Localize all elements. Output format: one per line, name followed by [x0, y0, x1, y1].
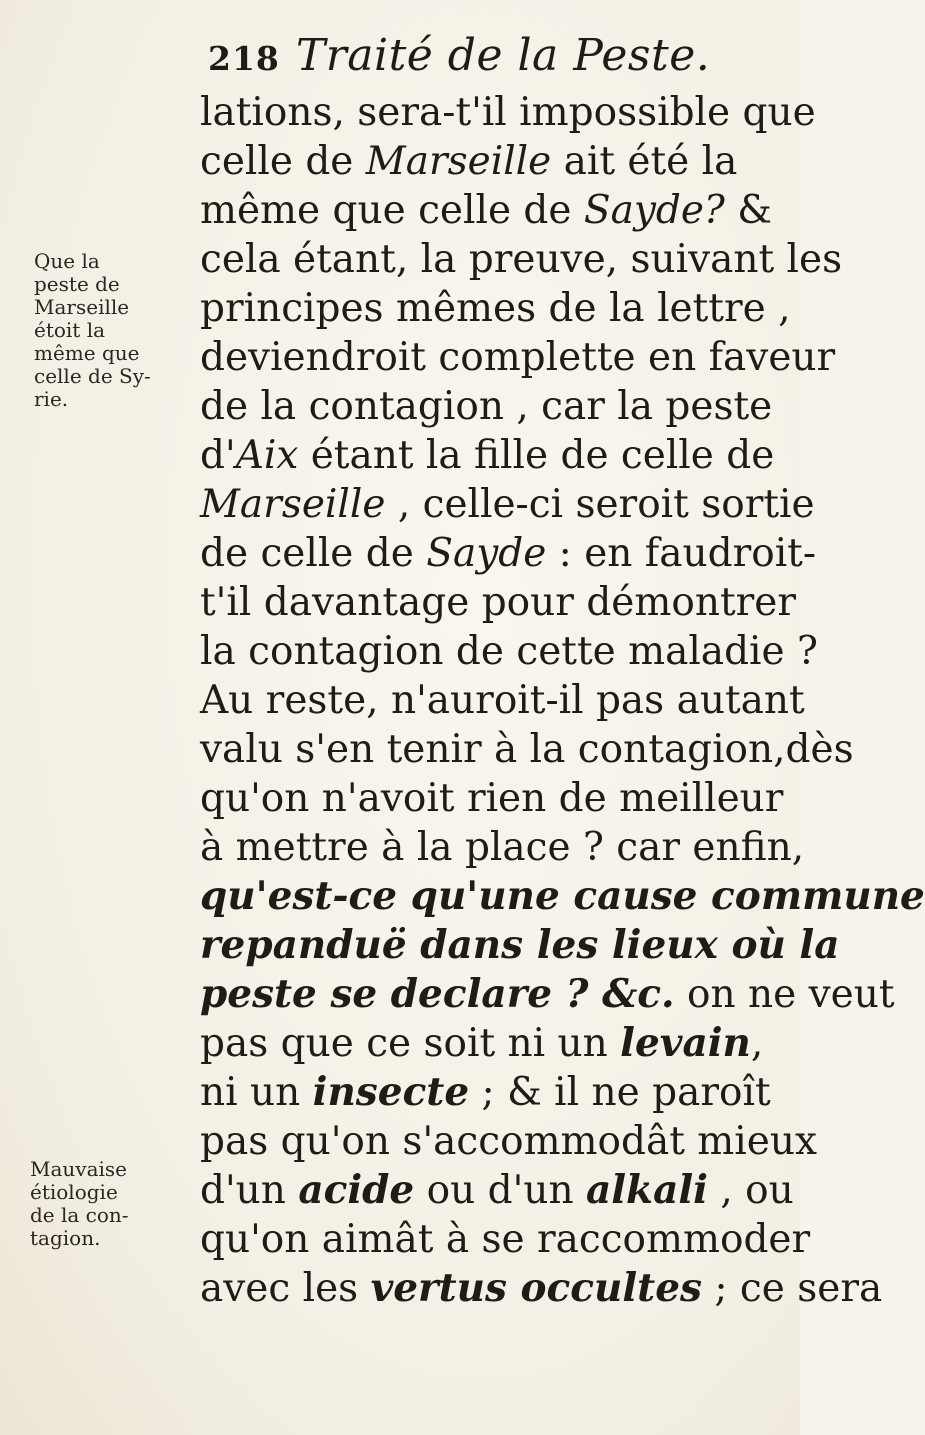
roman-text: ; & il ne paroît [469, 1070, 771, 1115]
text-line [200, 774, 800, 823]
roman-text: principes mêmes de la lettre , [200, 286, 791, 331]
roman-text: ni un [200, 1070, 313, 1115]
italic-text: repanduë dans les lieux où la [200, 922, 840, 968]
roman-text: ait été la [551, 139, 738, 184]
margin-note-etiologie [30, 1158, 129, 1250]
roman-text: de celle de [200, 531, 427, 576]
roman-text: on ne veut [674, 972, 895, 1017]
text-line [200, 1068, 800, 1117]
roman-text: qu'on n'avoit rien de meilleur [200, 776, 784, 821]
roman-text: la contagion de cette maladie ? [200, 629, 818, 674]
italic-text: vertus occultes [370, 1265, 702, 1311]
roman-text: qu'on aimât à se raccommoder [200, 1217, 811, 1262]
roman-text: lations, sera-t'il impossible que [200, 90, 816, 135]
text-line [200, 333, 836, 382]
running-head [208, 30, 710, 90]
margin-note-line: tagion. [30, 1226, 101, 1250]
italic-text: qu'est-ce qu'une cause commune [200, 873, 925, 919]
roman-text: d'un [200, 1168, 299, 1213]
text-line [200, 186, 800, 235]
text-line [200, 284, 800, 333]
margin-note-line: Que la [34, 249, 100, 273]
roman-text: Au reste, n'auroit-il pas autant [200, 678, 805, 723]
margin-note-line: Marseille [34, 295, 130, 319]
italic-text: levain [620, 1020, 751, 1066]
text-line [200, 88, 816, 137]
italic-text: alkali [585, 1167, 708, 1213]
text-line [200, 921, 840, 970]
text-line [200, 676, 805, 725]
text-line [200, 480, 815, 529]
italic-text: peste se declare ? &c. [200, 971, 675, 1017]
roman-text: t'il davantage pour démontrer [200, 580, 796, 625]
text-line [200, 1019, 800, 1068]
italic-text: Sayde? [583, 188, 725, 233]
text-line [200, 872, 925, 921]
page-number: 218 [208, 39, 280, 78]
margin-note-line: étoit la [34, 318, 106, 342]
roman-text: , [750, 1021, 764, 1066]
body-text [200, 88, 925, 1313]
roman-text: d' [200, 433, 236, 478]
margin-note-line: étiologie [30, 1180, 118, 1204]
roman-text: pas que ce soit ni un [200, 1021, 621, 1066]
text-line [200, 529, 817, 578]
text-line [200, 970, 895, 1019]
margin-note-marseille-syrie [34, 250, 151, 411]
roman-text: de la contagion , car la peste [200, 384, 773, 429]
text-line [200, 382, 800, 431]
roman-text: valu s'en tenir à la contagion,dès [200, 727, 854, 772]
italic-text: Marseille [365, 139, 552, 184]
text-line [200, 137, 800, 186]
italic-text: acide [298, 1167, 415, 1213]
text-line [200, 235, 843, 284]
roman-text: étant la fille de celle de [298, 433, 775, 478]
text-line [200, 431, 800, 480]
text-line [200, 1264, 883, 1313]
margin-note-line: celle de Sy- [34, 364, 151, 388]
italic-text: Marseille [200, 482, 386, 527]
text-line [200, 1117, 817, 1166]
text-line [200, 578, 800, 627]
roman-text: , ou [707, 1168, 794, 1213]
roman-text: & [724, 188, 772, 233]
text-line [200, 1166, 800, 1215]
margin-note-line: même que [34, 341, 140, 365]
roman-text: celle de [200, 139, 366, 184]
running-title: Traité de la Peste. [295, 30, 711, 81]
text-line [200, 1215, 811, 1264]
margin-note-line: Mauvaise [30, 1157, 128, 1181]
margin-note-line: rie. [34, 387, 69, 411]
roman-text: cela étant, la preuve, suivant les [200, 237, 843, 282]
text-line [200, 725, 854, 774]
margin-note-line: de la con- [30, 1203, 129, 1227]
margin-note-line: peste de [34, 272, 120, 296]
roman-text: deviendroit complette en faveur [200, 335, 836, 380]
roman-text: pas qu'on s'accommodât mieux [200, 1119, 817, 1164]
italic-text: insecte [312, 1069, 470, 1115]
text-line [200, 823, 805, 872]
roman-text: à mettre à la place ? car enfin, [200, 825, 805, 870]
roman-text: : en faudroit- [546, 531, 817, 576]
roman-text: même que celle de [200, 188, 584, 233]
text-line [200, 627, 818, 676]
roman-text: ; ce sera [701, 1266, 883, 1311]
roman-text: ou d'un [414, 1168, 586, 1213]
roman-text: , celle-ci seroit sortie [385, 482, 815, 527]
italic-text: Aix [235, 433, 299, 478]
roman-text: avec les [200, 1266, 371, 1311]
italic-text: Sayde [426, 531, 547, 576]
